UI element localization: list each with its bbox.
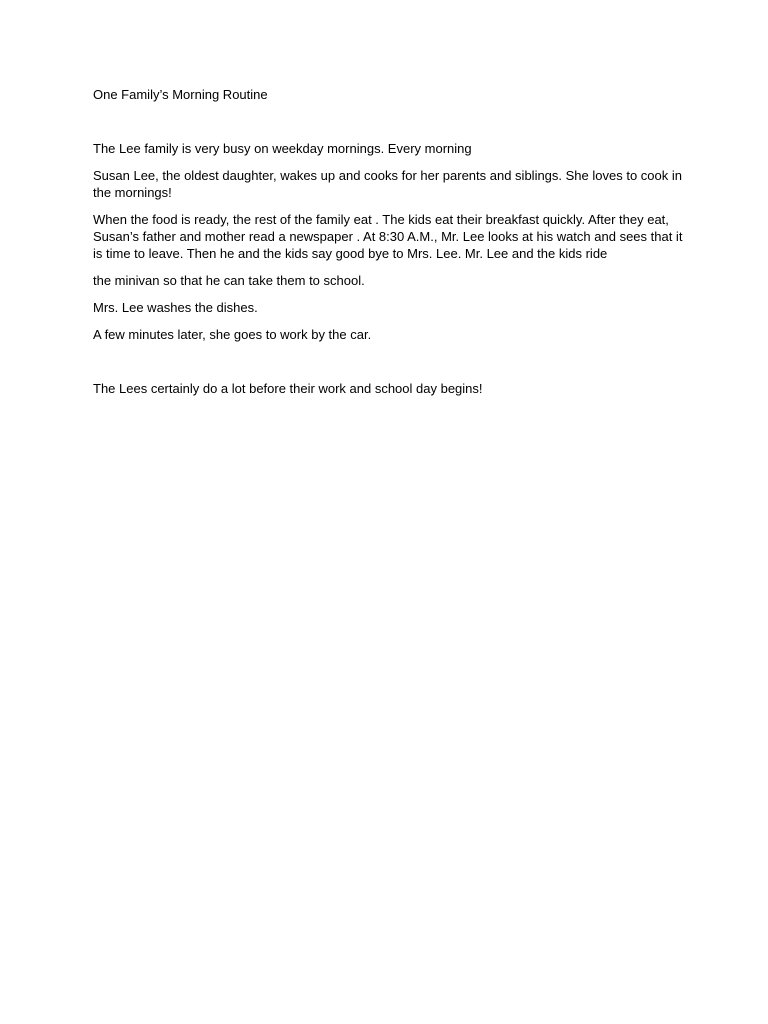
paragraph-2: Susan Lee, the oldest daughter, wakes up and cooks for her parents and siblings. She loves to cook in the mornings! <box>93 168 682 200</box>
paragraph-4: the minivan so that he can take them to school. <box>93 273 365 288</box>
paragraph-1: The Lee family is very busy on weekday mornings. Every morning <box>93 141 472 156</box>
paragraph-6: A few minutes later, she goes to work by the car. <box>93 327 372 342</box>
paragraph-7: The Lees certainly do a lot before their work and school day begins! <box>93 381 483 396</box>
paragraph-5: Mrs. Lee washes the dishes. <box>93 300 258 315</box>
document-body <box>93 86 683 397</box>
paragraph-3: When the food is ready, the rest of the family eat . The kids eat their breakfast quickly. After they eat, Susan’s father and mother read a newspaper . At 8:30 A.M., Mr. Lee looks at his watch and sees that it is time to leave. Then he and the kids say good bye to Mrs. Lee. Mr. Lee and the kids ride <box>93 212 683 261</box>
document-title: One Family’s Morning Routine <box>93 87 268 102</box>
